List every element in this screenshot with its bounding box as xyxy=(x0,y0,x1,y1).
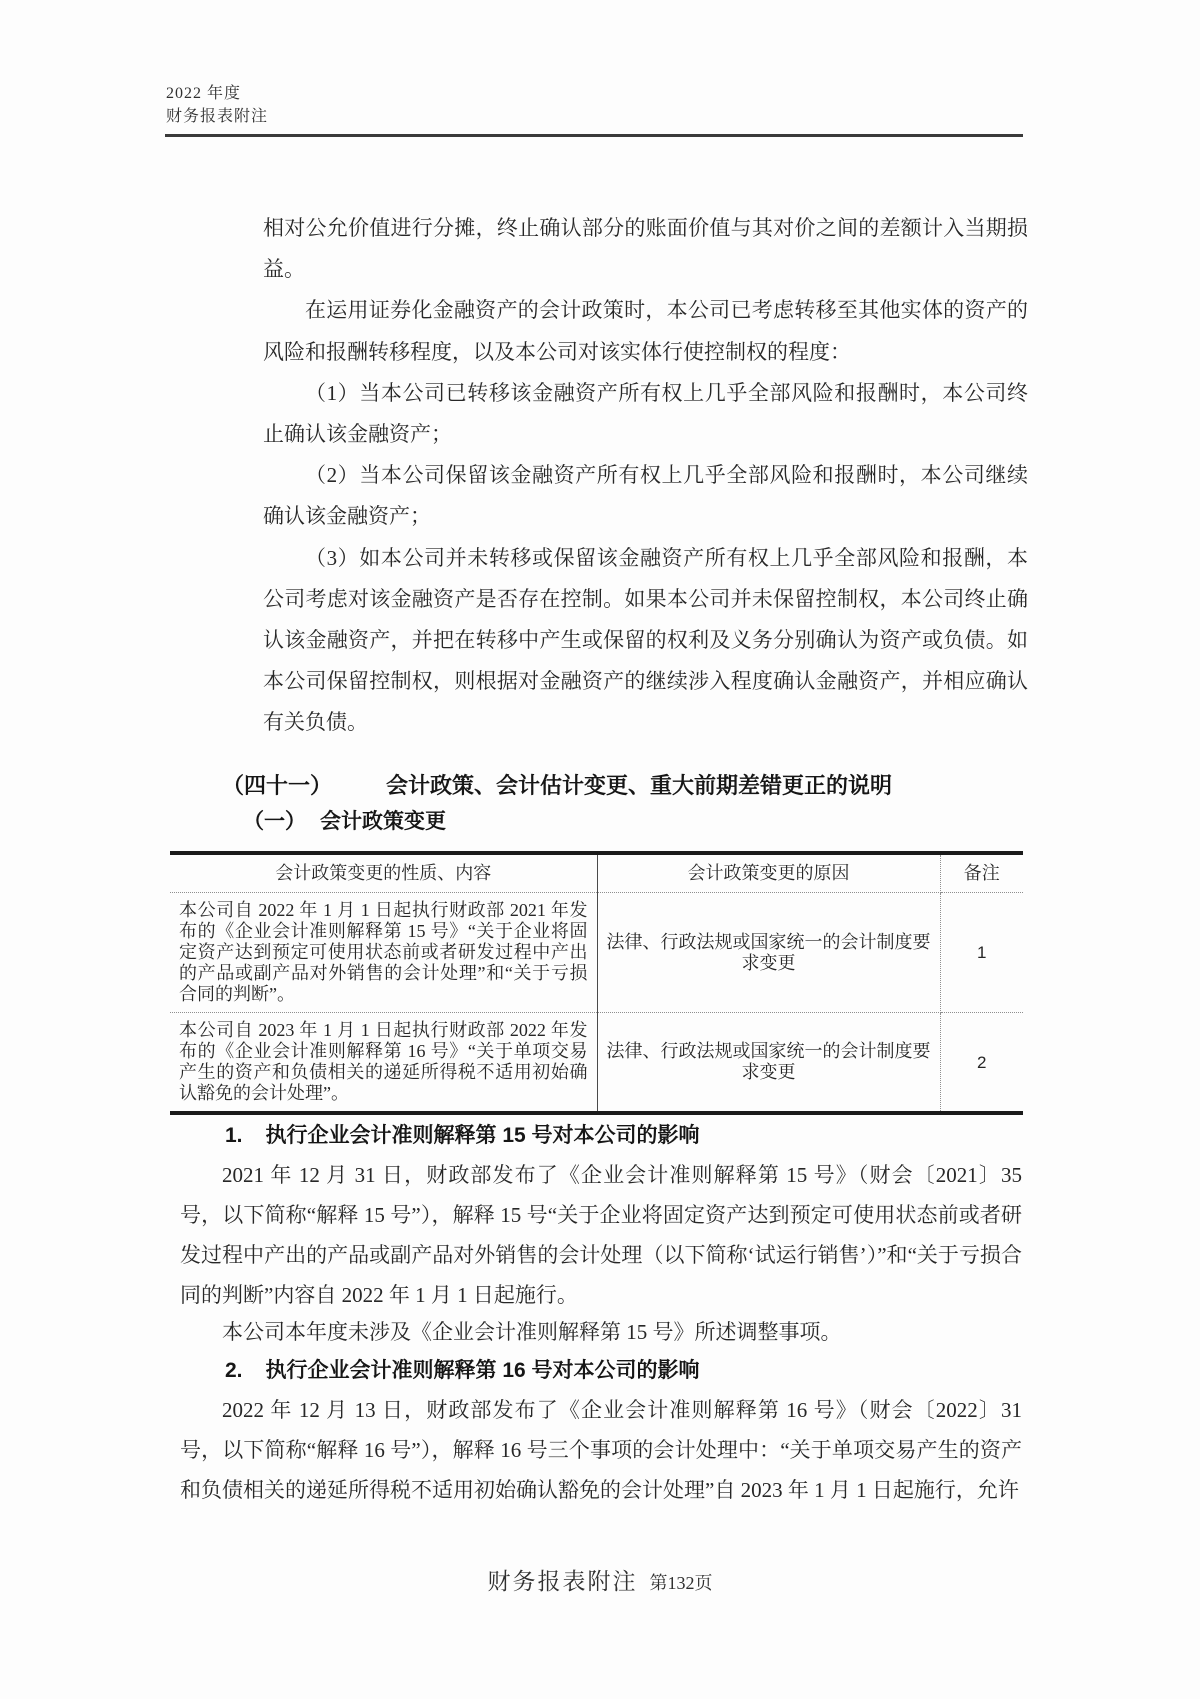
body-paragraph-1: 相对公允价值进行分摊，终止确认部分的账面价值与其对价之间的差额计入当期损益。 xyxy=(263,216,1028,282)
item-2-paragraph-1: 2022 年 12 月 13 日，财政部发布了《企业会计准则解释第 16 号》（财会〔2022〕31 号，以下简称“解释 16 号”），解释 16 号三个事项的会计处理中：“关于单项交易产生的资产和负债相关的递延所得税不适用初始确认豁免的会计处理”自 2023 年 1 月 1 日起施行，允许 xyxy=(180,1398,1022,1502)
section-41-heading xyxy=(222,769,892,803)
row-2-note-cell: 2 xyxy=(977,1052,987,1072)
table-header-row xyxy=(170,853,1023,893)
item-1-number: 1. xyxy=(225,1124,243,1147)
row-1-note-cell: 1 xyxy=(940,893,1023,1013)
table-row-2 xyxy=(170,1013,1023,1114)
body-upper-block xyxy=(263,208,1028,744)
column-header-note: 备注 xyxy=(940,853,1023,893)
subsection-1-heading xyxy=(243,806,446,838)
item-1-title: 执行企业会计准则解释第 15 号对本公司的影响 xyxy=(265,1124,700,1147)
footer-title: 财务报表附注 xyxy=(487,1569,638,1594)
item-1-paragraph-1: 2021 年 12 月 31 日，财政部发布了《企业会计准则解释第 15 号》（财会〔2021〕35 号，以下简称“解释 15 号”），解释 15 号“关于企业将固定资产达到预定可使用状态前或者研发过程中产出的产品或副产品对外销售的会计处理（以下简称‘试运行销售’）”和“关于亏损合同的判断”内容自 2022 年 1 月 1 日起施行。 xyxy=(180,1163,1022,1307)
column-header-reason: 会计政策变更的原因 xyxy=(597,853,940,893)
body-paragraph-4: （2）当本公司保留该金融资产所有权上几乎全部风险和报酬时，本公司继续确认该金融资产； xyxy=(263,463,1028,529)
body-paragraph-3: （1）当本公司已转移该金融资产所有权上几乎全部风险和报酬时，本公司终止确认该金融资产； xyxy=(263,380,1028,447)
page-footer xyxy=(0,1563,1200,1596)
body-paragraph-2: 在运用证券化金融资产的会计政策时，本公司已考虑转移至其他实体的资产的风险和报酬转移程度，以及本公司对该实体行使控制权的程度： xyxy=(263,298,1028,364)
row-1-nature-cell: 本公司自 2022 年 1 月 1 日起执行财政部 2021 年发布的《企业会计准则解释第 15 号》“关于企业将固定资产达到预定可使用状态前或者研发过程中产出的产品或副产品对外销售的会计处理”和“关于亏损合同的判断”。 xyxy=(170,893,597,1013)
section-41-number: （四十一） xyxy=(222,773,333,798)
row-1-reason-cell: 法律、行政法规或国家统一的会计制度要求变更 xyxy=(597,893,940,1013)
footer-page-number: 第132页 xyxy=(649,1573,713,1593)
item-2-title: 执行企业会计准则解释第 16 号对本公司的影响 xyxy=(265,1359,700,1382)
subsection-1-number: （一） xyxy=(243,810,306,833)
item-1-paragraph-2: 本公司本年度未涉及《企业会计准则解释第 15 号》所述调整事项。 xyxy=(222,1320,842,1344)
header-title-line: 财务报表附注 xyxy=(166,108,269,125)
policy-change-table xyxy=(170,851,1023,1115)
page-header xyxy=(166,82,268,128)
row-2-reason-cell: 法律、行政法规或国家统一的会计制度要求变更 xyxy=(597,1013,940,1114)
section-41-title: 会计政策、会计估计变更、重大前期差错更正的说明 xyxy=(386,773,893,798)
item-2-heading xyxy=(225,1355,700,1386)
header-rule xyxy=(165,134,1023,137)
table-row-1 xyxy=(170,893,1023,1013)
row-2-nature-cell: 本公司自 2023 年 1 月 1 日起执行财政部 2022 年发布的《企业会计准则解释第 16 号》“关于单项交易产生的资产和负债相关的递延所得税不适用初始确认豁免的会计处理”。 xyxy=(170,1013,597,1114)
subsection-1-title: 会计政策变更 xyxy=(320,810,446,833)
item-1-heading xyxy=(225,1120,700,1151)
header-year-line: 2022 年度 xyxy=(166,85,242,102)
body-paragraph-5: （3）如本公司并未转移或保留该金融资产所有权上几乎全部风险和报酬，本公司考虑对该金融资产是否存在控制。如果本公司并未保留控制权，本公司终止确认该金融资产，并把在转移中产生或保留的权利及义务分别确认为资产或负债。如本公司保留控制权，则根据对金融资产的继续涉入程度确认金融资产，并相应确认有关负债。 xyxy=(263,545,1028,735)
item-2-number: 2. xyxy=(225,1359,243,1382)
column-header-nature: 会计政策变更的性质、内容 xyxy=(170,853,597,893)
